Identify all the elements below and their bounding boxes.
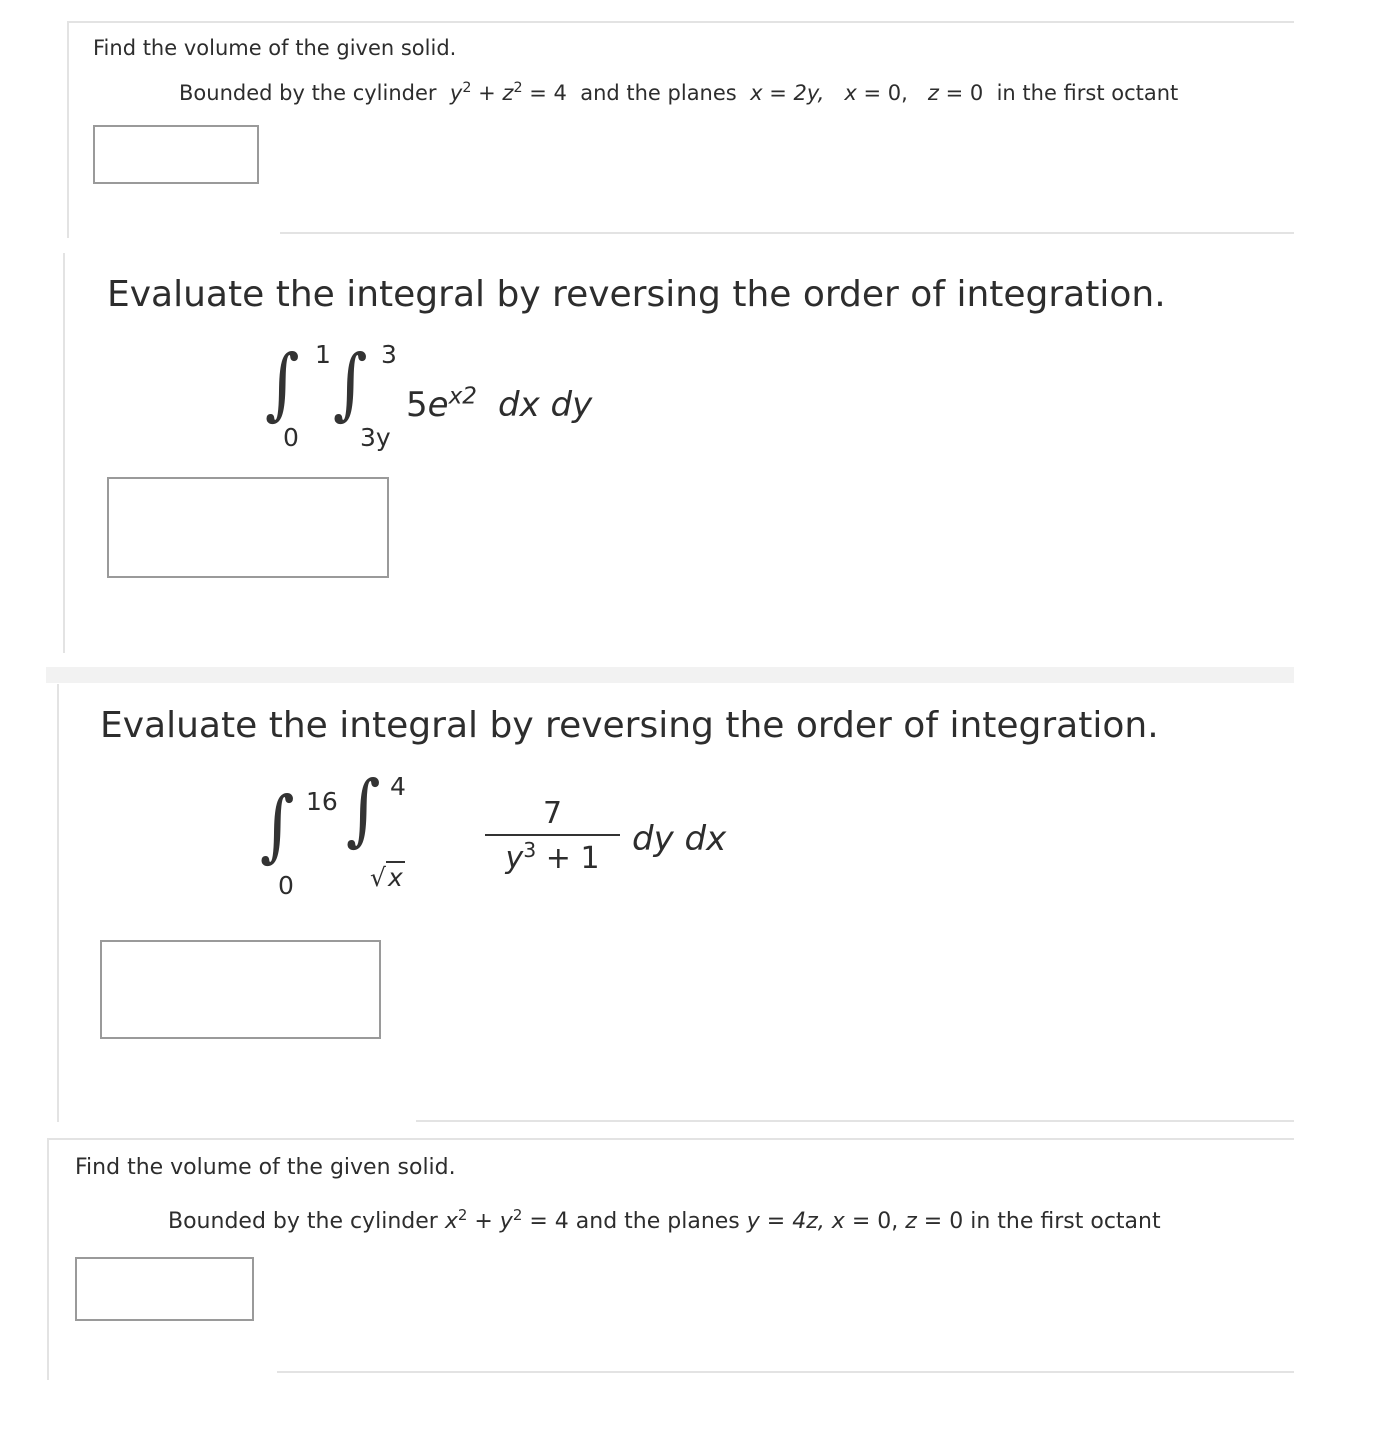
divider	[67, 22, 69, 238]
divider	[280, 232, 1294, 234]
math-rhs: = 4	[529, 81, 567, 105]
math-rhs: = 0	[945, 81, 984, 105]
math-operator: +	[474, 1209, 493, 1234]
math-rhs: = 4	[529, 1209, 569, 1234]
differentials: dx dy	[498, 385, 593, 425]
math-operator: =	[766, 1209, 786, 1234]
math-var: z	[905, 1209, 917, 1234]
section-separator	[46, 667, 1294, 683]
math-rhs: 4z,	[792, 1209, 825, 1234]
integral-sign: ∫	[346, 765, 381, 855]
math-var: y	[449, 81, 463, 105]
math-var: x	[444, 1209, 458, 1234]
outer-upper-limit: 1	[315, 340, 331, 369]
inner-upper-limit: 3	[381, 340, 397, 369]
inner-lower-limit: 3y	[360, 423, 391, 452]
fraction	[485, 796, 620, 876]
math-var: y	[505, 841, 524, 876]
statement-prefix: Bounded by the cylinder	[168, 1209, 438, 1234]
answer-input-1[interactable]	[93, 125, 259, 184]
outer-upper-limit: 16	[306, 787, 338, 816]
inner-upper-limit: 4	[390, 772, 406, 801]
divider	[57, 684, 59, 1122]
math-exponent: 3	[523, 837, 537, 862]
math-rhs: = 0,	[863, 81, 908, 105]
math-var: y	[499, 1209, 513, 1234]
fraction-numerator: 7	[542, 796, 563, 831]
math-base: e	[427, 385, 449, 425]
question-heading: Evaluate the integral by reversing the order of integration.	[107, 274, 1166, 315]
question-heading: Find the volume of the given solid.	[75, 1155, 456, 1180]
statement-middle: and the planes	[575, 1209, 740, 1234]
problem-statement	[179, 81, 1178, 105]
math-var: x	[831, 1209, 845, 1234]
math-operator: +	[478, 81, 496, 105]
math-exponent: x2	[448, 383, 477, 410]
divider	[63, 253, 65, 653]
integral-expression	[250, 335, 650, 460]
question-heading: Find the volume of the given solid.	[93, 36, 457, 60]
divider	[416, 1120, 1294, 1122]
fraction-bar	[485, 834, 620, 836]
math-var: x	[750, 81, 763, 105]
math-rest: + 1	[545, 841, 600, 876]
math-exponent: 2	[512, 1205, 523, 1224]
math-operator: =	[769, 81, 787, 105]
math-var: z	[502, 81, 514, 105]
divider	[47, 1138, 1294, 1140]
fraction-denominator	[485, 837, 620, 876]
outer-lower-limit: 0	[278, 871, 294, 900]
math-exponent: 2	[457, 1205, 468, 1224]
sqrt-symbol: √	[370, 863, 386, 892]
coefficient: 5	[406, 385, 428, 425]
question-heading: Evaluate the integral by reversing the order of integration.	[100, 705, 1159, 746]
statement-suffix: in the first octant	[970, 1209, 1161, 1234]
math-rhs: = 0	[923, 1209, 964, 1234]
math-var: x	[844, 81, 857, 105]
divider	[47, 1139, 49, 1380]
math-var: y	[746, 1209, 760, 1234]
answer-input-4[interactable]	[75, 1257, 254, 1321]
divider	[277, 1371, 1294, 1373]
answer-input-2[interactable]	[107, 477, 389, 578]
inner-lower-limit	[370, 865, 405, 890]
math-var: z	[927, 81, 939, 105]
math-rhs: 2y,	[793, 81, 825, 105]
integral-sign: ∫	[265, 339, 300, 429]
statement-middle: and the planes	[580, 81, 737, 105]
differentials: dy dx	[632, 819, 727, 859]
outer-lower-limit: 0	[283, 423, 299, 452]
radicand: x	[387, 863, 403, 892]
statement-prefix: Bounded by the cylinder	[179, 81, 437, 105]
answer-input-3[interactable]	[100, 940, 381, 1039]
integral-sign: ∫	[260, 781, 295, 871]
integral-expression	[245, 765, 765, 910]
math-exponent: 2	[462, 80, 472, 97]
math-rhs: = 0,	[851, 1209, 899, 1234]
divider	[67, 21, 1294, 23]
math-exponent: 2	[513, 80, 523, 97]
statement-suffix: in the first octant	[996, 81, 1179, 105]
integral-sign: ∫	[333, 339, 368, 429]
integrand	[406, 383, 477, 425]
problem-statement	[168, 1205, 1161, 1234]
